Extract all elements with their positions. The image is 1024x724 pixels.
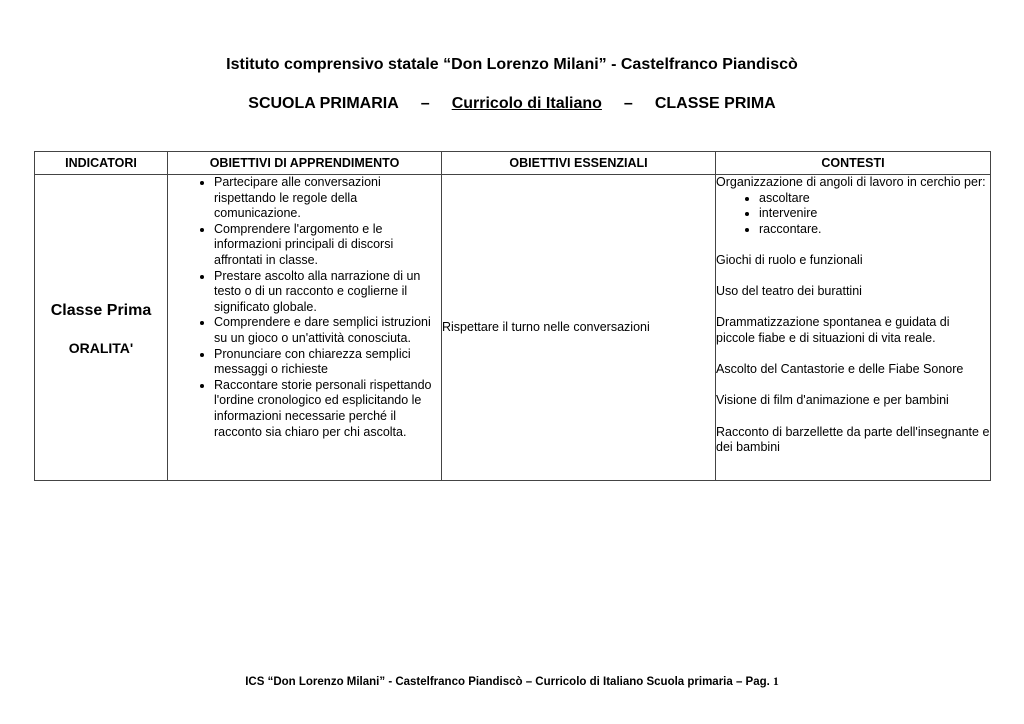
list-item: • Pronunciare con chiarezza semplici messaggi o richieste xyxy=(214,347,441,378)
page-footer xyxy=(0,676,1024,688)
column-header-indicatori: INDICATORI xyxy=(35,152,168,175)
table-row xyxy=(35,175,991,481)
list-item: • ascoltare xyxy=(759,191,990,207)
list-item: • Raccontare storie personali rispettando l'ordine cronologico ed esplicitando le informazioni necessarie perché il racconto sia chiaro per chi ascolta. xyxy=(214,378,441,440)
context-paragraph: Giochi di ruolo e funzionali xyxy=(716,252,863,267)
list-item: • Partecipare alle conversazioni rispettando le regole della comunicazione. xyxy=(214,175,441,222)
essential-objectives-cell: Rispettare il turno nelle conversazioni xyxy=(442,175,716,481)
objectives-list xyxy=(168,175,441,440)
contexts-intro: Organizzazione di angoli di lavoro in cerchio per: xyxy=(716,175,986,189)
list-item: • Comprendere e dare semplici istruzioni su un gioco o un'attività conosciuta. xyxy=(214,315,441,346)
column-header-obiettivi-essenziali: OBIETTIVI ESSENZIALI xyxy=(442,152,716,175)
indicator-class: Classe Prima xyxy=(50,301,152,319)
curriculum-table xyxy=(34,151,991,481)
contexts-list xyxy=(716,191,990,238)
list-item: • Comprendere l'argomento e le informazioni principali di discorsi affrontati in classe. xyxy=(214,222,441,269)
context-paragraph: Racconto di barzellette da parte dell'insegnante e dei bambini xyxy=(716,424,990,455)
context-paragraph: Ascolto del Cantastorie e delle Fiabe Sonore xyxy=(716,362,964,377)
objectives-cell xyxy=(168,175,442,481)
indicator-area: ORALITA' xyxy=(68,339,134,356)
context-paragraph: Visione di film d'animazione e per bambini xyxy=(716,393,949,408)
document-title: Istituto comprensivo statale “Don Lorenzo Milani” - Castelfranco Piandiscò xyxy=(226,56,798,73)
grade-level: CLASSE PRIMA xyxy=(654,95,776,112)
school-level: SCUOLA PRIMARIA xyxy=(248,95,399,112)
contexts-cell xyxy=(716,175,991,481)
column-header-obiettivi-apprendimento: OBIETTIVI DI APPRENDIMENTO xyxy=(168,152,442,175)
list-item: • raccontare. xyxy=(759,222,990,238)
indicator-cell xyxy=(35,175,168,481)
context-paragraph: Uso del teatro dei burattini xyxy=(716,284,862,299)
separator-dash: – xyxy=(420,95,430,112)
table-header-row xyxy=(35,152,991,175)
list-item: • intervenire xyxy=(759,206,990,222)
document-subtitle xyxy=(0,95,1024,113)
subject-title: Curricolo di Italiano xyxy=(451,95,602,112)
column-header-contesti: CONTESTI xyxy=(716,152,991,175)
context-paragraph: Drammatizzazione spontanea e guidata di piccole fiabe e di situazioni di vita reale. xyxy=(716,315,950,345)
separator-dash: – xyxy=(623,95,633,112)
page-number: 1 xyxy=(773,676,779,688)
list-item: • Prestare ascolto alla narrazione di un testo o di un racconto e coglierne il significato globale. xyxy=(214,269,441,316)
footer-text: ICS “Don Lorenzo Milani” - Castelfranco Piandiscò – Curricolo di Italiano Scuola primaria – Pag. xyxy=(245,676,770,688)
